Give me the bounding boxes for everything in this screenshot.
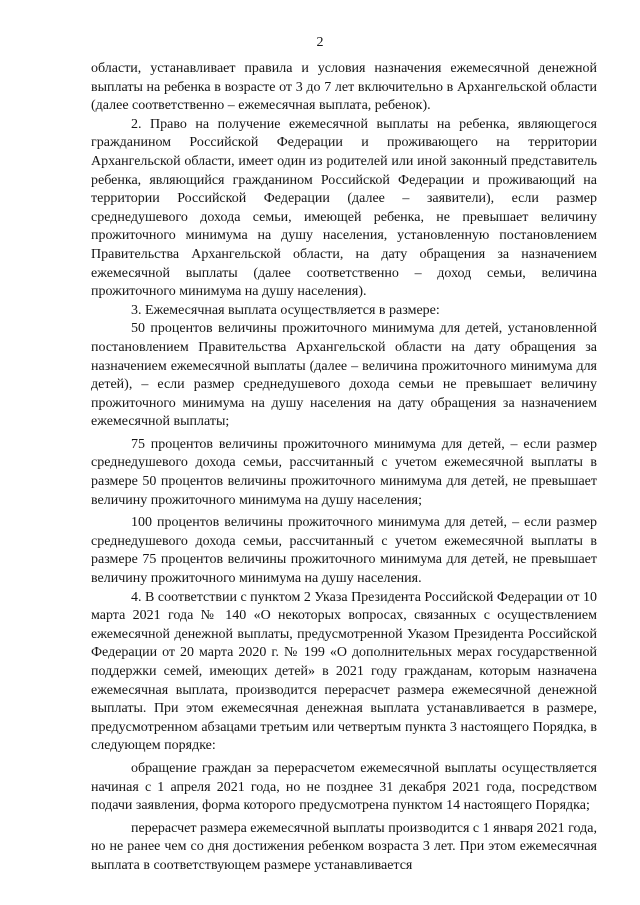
paragraph-intro-continuation: области, устанавливает правила и условия назначения ежемесячной денежной выплаты на ребенка в возрасте от 3 до 7 лет включительно в Архангельской области (далее соответственно – ежемесячная выплата, ребенок). <box>91 61 597 114</box>
paragraph-item-4-application: обращение граждан за перерасчетом ежемесячной выплаты осуществляется начиная с 1 апреля 2021 года, но не позднее 31 декабря 2021 года, посредством подачи заявления, форма которого предусмотрена пунктом 14 настоящего Порядка; <box>91 760 597 814</box>
document-body <box>91 60 597 876</box>
paragraph-item-4-recalculation: перерасчет размера ежемесячной выплаты производится с 1 января 2021 года, но не ранее чем со дня достижения ребенком возраста 3 лет. При этом ежемесячная выплата в соответствующем размере устанавливается <box>91 820 597 873</box>
paragraph-item-3: 3. Ежемесячная выплата осуществляется в размере: <box>131 302 440 318</box>
paragraph-item-3-50-percent: 50 процентов величины прожиточного минимума для детей, установленной постановлением Правительства Архангельской области на дату обращения за назначением ежемесячной выплаты (далее – величина прожиточного минимума для детей), – если размер среднедушевого дохода семьи не превышает величину прожиточного минимума на душу населения на дату обращения за назначением ежемесячной выплаты; <box>91 321 597 430</box>
paragraph-item-3-100-percent: 100 процентов величины прожиточного минимума для детей, – если размер среднедушевого дохода семьи, рассчитанный с учетом ежемесячной выплаты в размере 75 процентов величины прожиточного минимума для детей, не превышает величину прожиточного минимума на душу населения. <box>91 515 597 587</box>
paragraph-item-4: 4. В соответствии с пунктом 2 Указа Президента Российской Федерации от 10 марта 2021 года № 140 «О некоторых вопросах, связанных с осуществлением ежемесячной денежной выплаты, предусмотренной Указом Президента Российской Федерации от 20 марта 2020 г. № 199 «О дополнительных мерах государственной поддержки семей, имеющих детей» в 2021 году гражданам, которым назначена ежемесячная выплата, производится перерасчет размера ежемесячной денежной выплаты. При этом ежемесячная денежная выплата устанавливается в размере, предусмотренном абзацами третьим или четвертым пункта 3 настоящего Порядка, в следующем порядке: <box>91 589 597 754</box>
paragraph-item-3-75-percent: 75 процентов величины прожиточного минимума для детей, – если размер среднедушевого дохода семьи, рассчитанный с учетом ежемесячной выплаты в размере 50 процентов величины прожиточного минимума для детей, не превышает величину прожиточного минимума на душу населения; <box>91 436 597 508</box>
paragraph-item-2: 2. Право на получение ежемесячной выплаты на ребенка, являющегося гражданином Российской Федерации и проживающего на территории Архангельской области, имеет один из родителей или иной законный представитель ребенка, являющийся гражданином Российской Федерации и проживающий на территории Российской Федерации (далее – заявители), если размер среднедушевого дохода семьи, имеющей ребенка, не превышает величину прожиточного минимума на душу населения, установленную постановлением Правительства Архангельской области, на дату обращения за назначением ежемесячной выплаты (далее соответственно – доход семьи, величина прожиточного минимума на душу населения). <box>91 116 597 300</box>
page-number: 2 <box>316 35 324 50</box>
